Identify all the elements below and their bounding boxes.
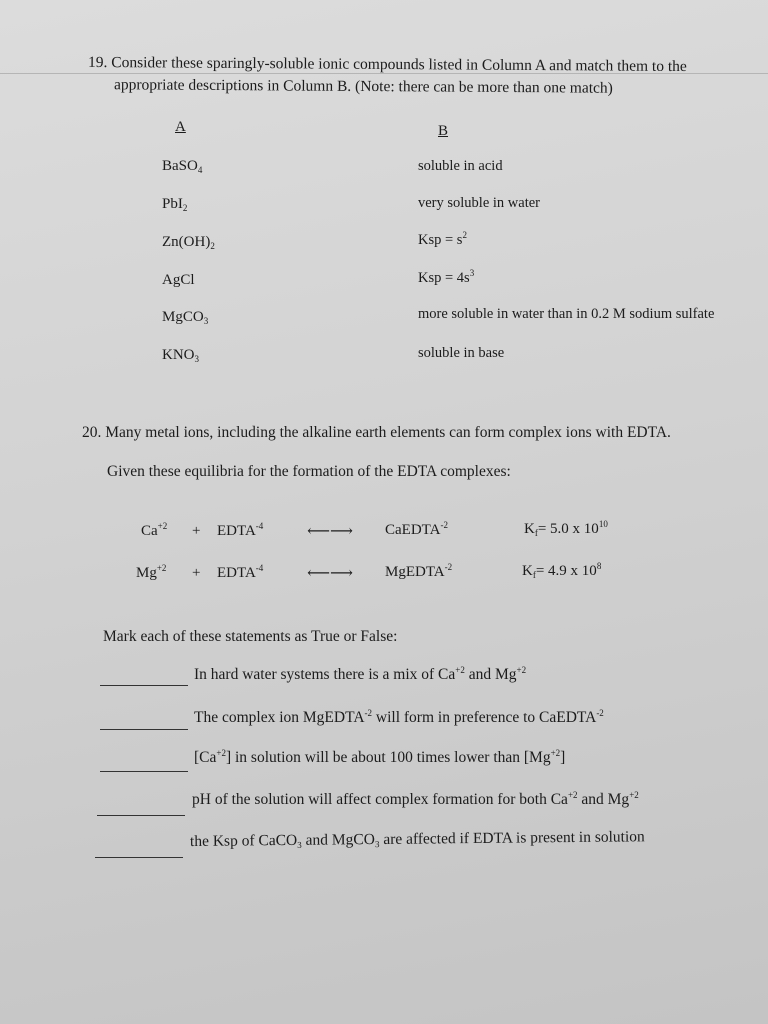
q19-line1-text: Consider these sparingly-soluble ionic compounds listed in Column A and match them to the: [111, 54, 687, 76]
answer-blank-1[interactable]: [100, 685, 188, 686]
statement-text: and Mg: [464, 666, 517, 683]
compound-baso4: [162, 158, 202, 175]
ion-charge: +2: [156, 563, 167, 573]
statement-subscript: 3: [374, 839, 380, 850]
product-symbol: CaEDTA: [385, 522, 441, 538]
k-label: K: [524, 521, 535, 537]
statement-text: will form in preference to CaEDTA: [372, 709, 597, 726]
statement-5: [190, 828, 645, 851]
statement-text: The complex ion MgEDTA: [194, 709, 365, 726]
compound-znoh2: [162, 234, 215, 251]
description-soluble-in-base: soluble in base: [418, 345, 505, 361]
ion-symbol: Ca: [141, 523, 158, 539]
compound-text: PbI: [162, 196, 183, 212]
answer-blank-4[interactable]: [97, 815, 185, 816]
answer-blank-2[interactable]: [100, 729, 188, 730]
statement-text: ]: [560, 749, 566, 766]
statement-charge: +2: [516, 665, 527, 675]
statement-2: [194, 709, 604, 727]
ligand-symbol: EDTA: [217, 565, 256, 581]
description-exponent: 3: [469, 268, 475, 278]
equation-product-mgedta: [385, 564, 452, 581]
k-subscript: f: [534, 528, 538, 538]
compound-subscript: 2: [182, 203, 188, 213]
compound-subscript: 3: [194, 354, 199, 364]
statement-charge: +2: [629, 790, 639, 800]
description-more-soluble: more soluble in water than in 0.2 M sodium sulfate: [418, 306, 715, 322]
k-value: = 5.0 x 10: [537, 521, 599, 537]
description-text: Ksp = s: [418, 232, 463, 248]
statement-subscript: 3: [297, 839, 302, 850]
statement-text: In hard water systems there is a mix of Ca: [194, 666, 456, 683]
q20-prompt-line1: [82, 424, 671, 442]
statement-charge: +2: [550, 748, 561, 758]
compound-text: Zn(OH): [162, 234, 211, 250]
statement-text: the Ksp of CaCO: [189, 831, 298, 850]
q19-prompt-line2: appropriate descriptions in Column B. (Note: there can be more than one match): [113, 76, 613, 97]
compound-subscript: 4: [197, 165, 203, 175]
equation-product-caedta: [385, 522, 448, 539]
product-symbol: MgEDTA: [385, 564, 445, 580]
k-exponent: 8: [596, 561, 602, 571]
equilibrium-arrow-icon: ⟵⟶: [307, 565, 353, 582]
statement-charge: +2: [567, 790, 578, 800]
compound-mgco3: [162, 309, 208, 326]
compound-pbi2: [162, 196, 187, 213]
statement-charge: +2: [216, 748, 226, 758]
answer-blank-3[interactable]: [100, 771, 188, 772]
k-exponent: 10: [598, 519, 608, 529]
k-subscript: f: [532, 570, 536, 580]
product-charge: -2: [440, 520, 448, 530]
equation-edta: [217, 523, 263, 540]
compound-text: BaSO: [162, 158, 198, 174]
compound-text: KNO: [162, 347, 195, 363]
statement-text: are affected if EDTA is present in solution: [379, 828, 645, 849]
column-a-header: A: [175, 119, 186, 135]
description-exponent: 2: [462, 230, 467, 240]
statement-text: and MgCO: [301, 831, 375, 849]
k-label: K: [522, 563, 533, 579]
product-charge: -2: [444, 562, 453, 572]
statement-charge: +2: [455, 665, 465, 675]
equation-kf-ca: [524, 521, 608, 538]
compound-agcl: AgCl: [162, 272, 195, 288]
ion-charge: +2: [157, 521, 168, 531]
ligand-charge: -4: [255, 521, 264, 531]
ion-symbol: Mg: [136, 565, 157, 581]
compound-subscript: 2: [210, 241, 215, 251]
compound-text: MgCO: [162, 309, 204, 325]
statement-text: ] in solution will be about 100 times lower than [Mg: [225, 749, 551, 766]
description-ksp-s2: [418, 232, 467, 249]
description-text: Ksp = 4s: [418, 270, 470, 286]
statement-text: and Mg: [577, 791, 630, 808]
description-very-soluble: very soluble in water: [418, 195, 541, 211]
statement-text: [Ca: [194, 749, 217, 766]
compound-subscript: 3: [203, 316, 209, 326]
q20-prompt-line2: Given these equilibria for the formation of the EDTA complexes:: [107, 463, 511, 480]
statement-1: [194, 666, 526, 684]
q20-number: 20.: [82, 424, 102, 441]
answer-blank-5[interactable]: [95, 857, 183, 858]
statement-3: [194, 749, 565, 767]
statement-charge: -2: [364, 708, 373, 718]
description-ksp-4s3: [418, 270, 474, 287]
column-b-header: B: [438, 123, 449, 139]
compound-kno3: [162, 347, 199, 364]
true-false-instruction: Mark each of these statements as True or False:: [103, 628, 398, 645]
equilibrium-arrow-icon: ⟵⟶: [307, 523, 353, 540]
statement-charge: -2: [596, 708, 604, 718]
q20-line1-text: Many metal ions, including the alkaline earth elements can form complex ions with EDTA.: [105, 424, 671, 441]
equation-mg-ion: [136, 565, 166, 582]
q19-number: 19.: [87, 53, 108, 72]
equation-plus: +: [192, 523, 201, 539]
equation-edta: [217, 565, 263, 582]
equation-kf-mg: [522, 563, 601, 580]
ligand-charge: -4: [255, 563, 264, 573]
equation-plus: +: [192, 565, 201, 581]
ligand-symbol: EDTA: [217, 523, 256, 539]
k-value: = 4.9 x 10: [535, 563, 597, 579]
equation-ca-ion: [141, 523, 167, 540]
description-soluble-in-acid: soluble in acid: [418, 158, 503, 174]
statement-text: pH of the solution will affect complex formation for both Ca: [192, 791, 568, 808]
statement-4: [192, 791, 639, 809]
